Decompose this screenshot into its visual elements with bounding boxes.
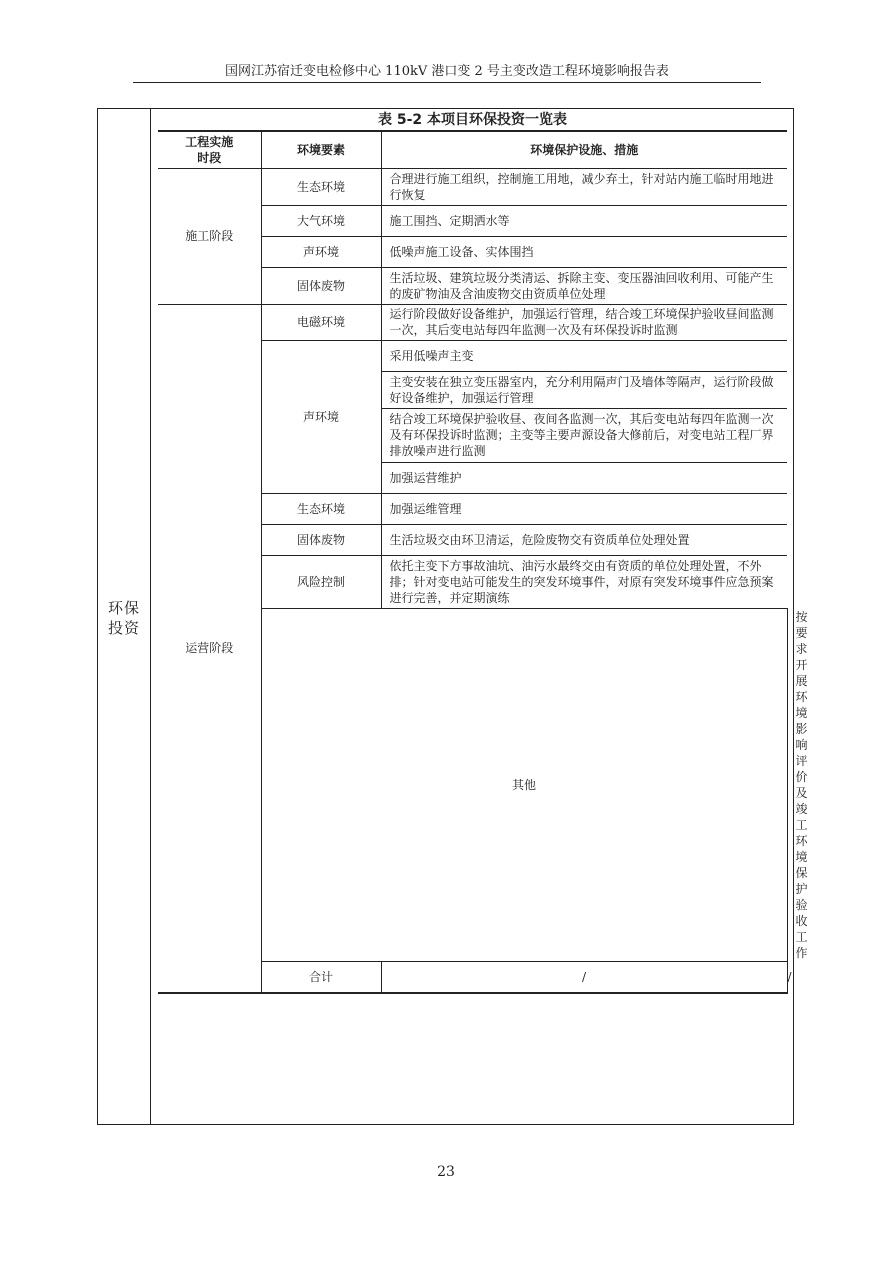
table-title: 表 5-2 本项目环保投资一览表 xyxy=(377,112,568,128)
total-element: / xyxy=(381,961,787,993)
element-cell: 固体废物 xyxy=(261,524,381,555)
element-cell-noise: 声环境 xyxy=(261,340,381,493)
measure-cell: 结合竣工环境保护验收昼、夜间各监测一次，其后变电站每四年监测一次及有环保投诉时监测；主变等主要声源设备大修前后，对变电站工程厂界排放噪声进行监测 xyxy=(381,408,787,462)
measure-cell: 采用低噪声主变 xyxy=(381,340,787,371)
side-label xyxy=(100,598,148,638)
measure-cell: 施工围挡、定期洒水等 xyxy=(381,205,787,236)
measure-cell: 加强运营维护 xyxy=(381,462,787,493)
stage-cell-construction: 施工阶段 xyxy=(158,168,261,304)
measure-cell: 依托主变下方事故油坑、油污水最终交由有资质的单位处理处置，不外排；针对变电站可能发生的突发环境事件，对原有突发环境事件应急预案进行完善，并定期演练 xyxy=(381,555,787,608)
element-cell: 生态环境 xyxy=(261,493,381,524)
measure-cell: 加强运维管理 xyxy=(381,493,787,524)
table-row xyxy=(158,304,787,340)
header-rule xyxy=(133,82,761,83)
measure-cell: 生活垃圾交由环卫清运，危险废物交有资质单位处理处置 xyxy=(381,524,787,555)
side-label-line2: 投资 xyxy=(107,619,140,637)
measure-cell: 低噪声施工设备、实体围挡 xyxy=(381,236,787,267)
element-cell: 风险控制 xyxy=(261,555,381,608)
page-number: 23 xyxy=(437,1164,455,1180)
total-label: 合计 xyxy=(261,961,381,993)
col-header-element: 环境要素 xyxy=(261,131,381,168)
col-header-stage xyxy=(158,131,261,168)
document-header: 国网江苏宿迁变电检修中心 110kV 港口变 2 号主变改造工程环境影响报告表 xyxy=(225,64,669,79)
table-row xyxy=(158,168,787,205)
measure-cell: 合理进行施工组织，控制施工用地，减少弃土，针对站内施工临时用地进行恢复 xyxy=(381,168,787,205)
col-header-stage-line2: 时段 xyxy=(197,150,222,165)
element-cell: 声环境 xyxy=(261,236,381,267)
stage-cell-operation: 运营阶段 xyxy=(158,304,261,993)
table-row-total: 合计 / / xyxy=(158,961,787,993)
measure-cell: 主变安装在独立变压器室内，充分利用隔声门及墙体等隔声，运行阶段做好设备维护，加强运行管理 xyxy=(381,371,787,408)
investment-table xyxy=(158,130,808,994)
measure-cell: 生活垃圾、建筑垃圾分类清运、拆除主变、变压器油回收利用、可能产生的废矿物油及含油废物交由资质单位处理 xyxy=(381,267,787,304)
element-cell: 固体废物 xyxy=(261,267,381,304)
table-row-other: 其他 按要求开展环境影响评价及竣工环境保护验收工作 xyxy=(158,608,787,961)
table-header-row xyxy=(158,131,787,168)
col-header-stage-line1: 工程实施 xyxy=(185,134,234,149)
side-label-line1: 环保 xyxy=(107,599,140,617)
frame-divider xyxy=(150,108,151,1125)
element-cell: 大气环境 xyxy=(261,205,381,236)
measure-cell: 运行阶段做好设备维护，加强运行管理，结合竣工环境保护验收昼间监测一次，其后变电站每四年监测一次及有环保投诉时监测 xyxy=(381,304,787,340)
col-header-measures: 环境保护设施、措施 xyxy=(381,131,787,168)
element-cell: 电磁环境 xyxy=(261,304,381,340)
other-label: 其他 xyxy=(261,608,787,961)
element-cell: 生态环境 xyxy=(261,168,381,205)
